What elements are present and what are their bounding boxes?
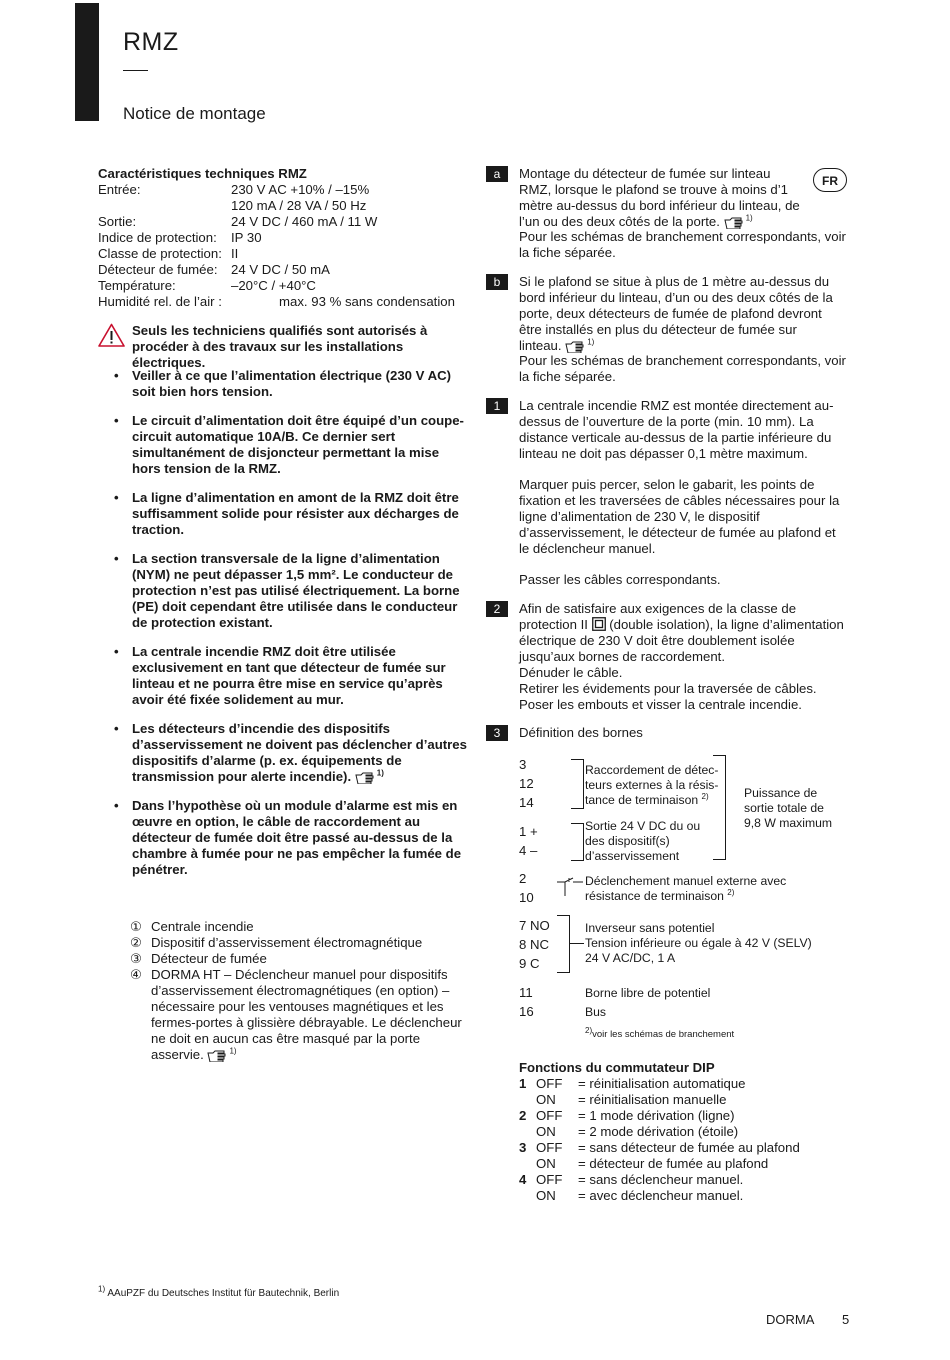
spec-value: 120 mA / 28 VA / 50 Hz xyxy=(231,198,367,213)
footnote-ref-2: 2) xyxy=(727,887,735,897)
terminal-desc-16: Bus xyxy=(585,1005,607,1019)
component-number: ② xyxy=(130,935,142,950)
spec-row xyxy=(98,294,468,310)
section-a-marker: a xyxy=(486,166,508,182)
header-sidebar-bar xyxy=(75,3,99,121)
component-list xyxy=(130,919,470,1063)
step-1-marker: 1 xyxy=(486,398,508,414)
dip-function: = 2 mode dérivation (étoile) xyxy=(578,1124,739,1139)
dip-state: ON xyxy=(536,1092,556,1107)
bullet-text: Le circuit d’alimentation doit être équipé d’un coupe-circuit automatique 10A/B. Ce dernier sert simultanément de disjoncteur permettant la mise hors tension de la RMZ. xyxy=(132,413,464,476)
desc-line-text: résistance de terminaison xyxy=(585,889,724,903)
spec-value: 24 V DC / 50 mA xyxy=(231,262,330,277)
safety-bullet-list xyxy=(114,368,470,891)
bracket xyxy=(571,759,584,809)
page-subtitle: Notice de montage xyxy=(123,104,266,123)
bullet-item xyxy=(114,551,470,631)
desc-line: Inverseur sans potentiel xyxy=(585,921,715,935)
dip-function: = réinitialisation automatique xyxy=(578,1076,746,1091)
bullet-text: La section transversale de la ligne d’alimentation (NYM) ne peut dépasser 1,5 mm². Le conducteur de protection n’est pas utilisé électriquement. La borne (PE) doit cependant être utilisée dans le conducteur de protection existant. xyxy=(132,551,460,630)
terminal-10: 10 xyxy=(519,890,534,905)
bracket xyxy=(571,823,584,861)
step-2-marker: 2 xyxy=(486,601,508,617)
spec-label: Sortie: xyxy=(98,214,137,229)
bullet-item xyxy=(114,798,470,878)
pointing-hand-icon xyxy=(207,1050,229,1062)
spec-value: max. 93 % sans condensation xyxy=(279,294,455,309)
dip-function: = 1 mode dérivation (ligne) xyxy=(578,1108,735,1123)
step-1-p1: La centrale incendie RMZ est montée directement au-dessus de l’ouverture de la porte (min. 10 mm). La distance verticale au-dessus de la partie inférieure du linteau ne doit pas dépasser 0,1 mètre maximum. xyxy=(519,398,834,461)
component-text: Détecteur de fumée xyxy=(151,951,267,966)
dip-state: ON xyxy=(536,1156,556,1171)
dip-row xyxy=(519,1124,839,1140)
bullet-item xyxy=(114,368,470,400)
terminal-desc-external xyxy=(585,763,730,808)
double-insulation-icon xyxy=(592,617,606,631)
desc-line: d’asservissement xyxy=(585,849,680,863)
terminal-14: 14 xyxy=(519,795,534,810)
component-text: DORMA HT – Déclencheur manuel pour dispositifs d’asservissement électromagnétiques (en option) – nécessaire pour les ventouses magnétiques et les fermes-portes à glissière débrayable. Le déclencheur ne doit en aucun cas être masqué par la porte asservie. xyxy=(151,967,462,1062)
step-2-text xyxy=(519,601,849,713)
spec-value: –20°C / +40°C xyxy=(231,278,316,293)
section-b-text1: Si le plafond se situe à plus de 1 mètre au-dessus du bord inférieur du linteau, d’un ou des deux côtés de la porte, deux détecteurs de fumée de plafond devront être installés en plus du détecteur de fumée sur linteau. xyxy=(519,274,833,353)
footnote-ref-2: 2) xyxy=(701,791,709,801)
spec-label: Classe de protection: xyxy=(98,246,222,261)
terminal-11: 11 xyxy=(519,985,533,1000)
terminal-16: 16 xyxy=(519,1004,534,1019)
bullet-item xyxy=(114,721,470,785)
page-number: 5 xyxy=(842,1312,850,1327)
terminal-note xyxy=(585,1027,734,1042)
step-2-p2: Dénuder le câble. xyxy=(519,665,623,680)
footnote-mark: 1) xyxy=(98,1284,106,1294)
title-underline xyxy=(123,70,148,71)
dip-switch-number: 2 xyxy=(519,1108,527,1123)
dip-row xyxy=(519,1092,839,1108)
desc-line: Sortie 24 V DC du ou xyxy=(585,819,701,833)
step-3-marker: 3 xyxy=(486,725,508,741)
dip-function: = réinitialisation manuelle xyxy=(578,1092,727,1107)
dip-title: Fonctions du commutateur DIP xyxy=(519,1060,715,1075)
spec-label: Indice de protection: xyxy=(98,230,217,245)
terminal-desc-11: Borne libre de potentiel xyxy=(585,986,711,1000)
terminal-1-plus: 1 + xyxy=(519,824,538,839)
terminal-note-text: voir les schémas de branchement xyxy=(592,1029,735,1040)
terminal-7-no: 7 NO xyxy=(519,918,550,933)
footnote-ref: 1) xyxy=(745,213,753,223)
footer-brand: DORMA xyxy=(766,1312,815,1327)
dip-function: = avec déclencheur manuel. xyxy=(578,1188,744,1203)
terminal-12: 12 xyxy=(519,776,534,791)
section-a-text1: Montage du détecteur de fumée sur linteau RMZ, lorsque le plafond se trouve à moins d’1 mètre au-dessus du bord inférieur du linteau, de l’un ou des deux côtés de la porte. xyxy=(519,166,800,229)
desc-line: Puissance de xyxy=(744,786,818,800)
bullet-icon: • xyxy=(114,644,119,659)
dip-switch-number: 3 xyxy=(519,1140,527,1155)
desc-line: Déclenchement manuel externe avec xyxy=(585,874,787,888)
dip-switch-table xyxy=(519,1076,839,1204)
language-badge: FR xyxy=(813,168,847,192)
terminal-8-nc: 8 NC xyxy=(519,937,550,952)
footnote xyxy=(98,1284,340,1299)
dip-state: ON xyxy=(536,1124,556,1139)
step-2-p1b: (double isolation), la ligne d’alimentation électrique de 230 V doit être doublement isolée jusqu’aux bornes de raccordement. xyxy=(519,617,844,664)
desc-line-text: tance de terminaison xyxy=(585,793,699,807)
bullet-item xyxy=(114,644,470,708)
desc-line: Raccordement de détec- xyxy=(585,763,719,777)
spec-label: Humidité rel. de l’air : xyxy=(98,294,222,309)
footnote-text: AAuPZF du Deutsches Institut für Bautechnik, Berlin xyxy=(107,1288,340,1299)
dip-row xyxy=(519,1108,839,1124)
desc-line: des dispositif(s) xyxy=(585,834,670,848)
spec-row xyxy=(98,214,468,230)
dip-function: = détecteur de fumée au plafond xyxy=(578,1156,769,1171)
footnote-ref: 1) xyxy=(587,337,595,347)
dip-state: OFF xyxy=(536,1140,563,1155)
bullet-item xyxy=(114,413,470,477)
step-1-p2: Marquer puis percer, selon le gabarit, les points de fixation et les traversées de câbles nécessaires pour la ligne d’alimentation de 230 V, le dispositif d’asservissement, le détecteur de fumée au plafond et le déclencheur manuel. xyxy=(519,477,840,556)
dip-row xyxy=(519,1188,839,1204)
specs-title: Caractéristiques techniques RMZ xyxy=(98,166,307,181)
component-item xyxy=(130,967,470,1063)
spec-value: II xyxy=(231,246,239,261)
dip-state: OFF xyxy=(536,1172,563,1187)
component-number: ① xyxy=(130,919,142,934)
bullet-text: Les détecteurs d’incendie des dispositifs d’asservissement ne doivent pas déclencher d’autres dispositifs d’alarme (p. ex. équipements de transmission pour alerte incendie). xyxy=(132,721,467,784)
footnote-ref: 1) xyxy=(229,1046,237,1056)
component-number: ④ xyxy=(130,967,142,982)
desc-line: 24 V AC/DC, 1 A xyxy=(585,951,676,965)
pointing-hand-icon xyxy=(565,341,587,353)
terminal-desc-power xyxy=(744,786,854,831)
tech-specs xyxy=(98,166,468,310)
desc-line: Tension inférieure ou égale à 42 V (SELV) xyxy=(585,936,812,950)
dip-state: ON xyxy=(536,1188,556,1203)
spec-row xyxy=(98,230,468,246)
terminal-9-c: 9 C xyxy=(519,956,540,971)
desc-line: sortie totale de xyxy=(744,801,824,815)
terminal-definitions xyxy=(519,757,849,1047)
step-2-p1a: Afin de satisfaire aux exigences de la classe de protection II xyxy=(519,601,797,632)
bullet-icon: • xyxy=(114,490,119,505)
pointing-hand-icon xyxy=(355,772,377,784)
bullet-icon: • xyxy=(114,368,119,383)
spec-label: Entrée: xyxy=(98,182,141,197)
step-3-title: Définition des bornes xyxy=(519,725,643,740)
section-b-text2: Pour les schémas de branchement correspondants, voir la fiche séparée. xyxy=(519,353,846,384)
spec-row xyxy=(98,278,468,294)
component-item xyxy=(130,935,470,951)
bullet-item xyxy=(114,490,470,538)
component-number: ③ xyxy=(130,951,142,966)
section-b-marker: b xyxy=(486,274,508,290)
bullet-text: Veiller à ce que l’alimentation électrique (230 V AC) soit bien hors tension. xyxy=(132,368,452,399)
bracket xyxy=(557,915,570,973)
warning-triangle-icon xyxy=(98,323,125,347)
specs-table xyxy=(98,182,468,310)
terminal-desc-relay xyxy=(585,921,850,966)
dip-state: OFF xyxy=(536,1108,563,1123)
spec-value: IP 30 xyxy=(231,230,262,245)
spec-value: 230 V AC +10% / –15% xyxy=(231,182,370,197)
spec-label: Détecteur de fumée: xyxy=(98,262,218,277)
spec-row xyxy=(98,198,468,214)
terminal-2: 2 xyxy=(519,871,527,886)
bullet-icon: • xyxy=(114,551,119,566)
dip-switch-number: 1 xyxy=(519,1076,527,1091)
step-1-p3: Passer les câbles correspondants. xyxy=(519,572,721,587)
section-a-text xyxy=(519,166,804,230)
desc-line xyxy=(585,889,845,904)
dip-state: OFF xyxy=(536,1076,563,1091)
section-b-text xyxy=(519,274,839,354)
step-2-p4: Poser les embouts et visser la centrale incendie. xyxy=(519,697,802,712)
desc-line xyxy=(585,793,730,808)
connector-line xyxy=(570,943,584,944)
spec-row xyxy=(98,262,468,278)
page-title: RMZ xyxy=(123,28,179,56)
bullet-icon: • xyxy=(114,798,119,813)
dip-row xyxy=(519,1156,839,1172)
pointing-hand-icon xyxy=(724,217,746,229)
bullet-icon: • xyxy=(114,413,119,428)
dip-row xyxy=(519,1172,839,1188)
warning-text: Seuls les techniciens qualifiés sont autorisés à procéder à des travaux sur les installations électriques. xyxy=(132,323,428,370)
footnote-ref: 1) xyxy=(376,768,384,778)
bullet-text: Dans l’hypothèse où un module d’alarme est mis en œuvre en option, le câble de raccordement au détecteur de fumée doit être passé au-dessus de la chambre à fumée pour ne pas empêcher la fumée de pénétrer. xyxy=(132,798,462,877)
section-a-text2: Pour les schémas de branchement correspondants, voir la fiche séparée. xyxy=(519,229,846,260)
bullet-text: La ligne d’alimentation en amont de la RMZ doit être suffisamment solide pour résister aux décharges de traction. xyxy=(132,490,459,537)
dip-row xyxy=(519,1140,839,1156)
desc-line: teurs externes à la résis- xyxy=(585,778,719,792)
dip-function: = sans déclencheur manuel. xyxy=(578,1172,744,1187)
desc-line: 9,8 W maximum xyxy=(744,816,833,830)
component-text: Dispositif d’asservissement électromagnétique xyxy=(151,935,423,950)
dip-row xyxy=(519,1076,839,1092)
spec-row xyxy=(98,182,468,198)
terminal-desc-manual xyxy=(585,874,845,904)
bullet-icon: • xyxy=(114,721,119,736)
terminal-4-minus: 4 – xyxy=(519,843,538,858)
bullet-text: La centrale incendie RMZ doit être utilisée exclusivement en tant que détecteur de fumée sur linteau et ne pourra être mise en service qu’après avoir été fixée solidement au mur. xyxy=(132,644,446,707)
component-item xyxy=(130,919,470,935)
spec-value: 24 V DC / 460 mA / 11 W xyxy=(231,214,378,229)
terminal-3: 3 xyxy=(519,757,527,772)
dip-function: = sans détecteur de fumée au plafond xyxy=(578,1140,800,1155)
component-item xyxy=(130,951,470,967)
switch-symbol-icon xyxy=(557,876,583,898)
component-text: Centrale incendie xyxy=(151,919,254,934)
dip-switch-number: 4 xyxy=(519,1172,527,1187)
step-2-p3: Retirer les évidements pour la traversée de câbles. xyxy=(519,681,817,696)
spec-label: Température: xyxy=(98,278,176,293)
terminal-desc-output xyxy=(585,819,715,864)
spec-row xyxy=(98,246,468,262)
footnote-mark-2: 2) xyxy=(585,1025,593,1035)
